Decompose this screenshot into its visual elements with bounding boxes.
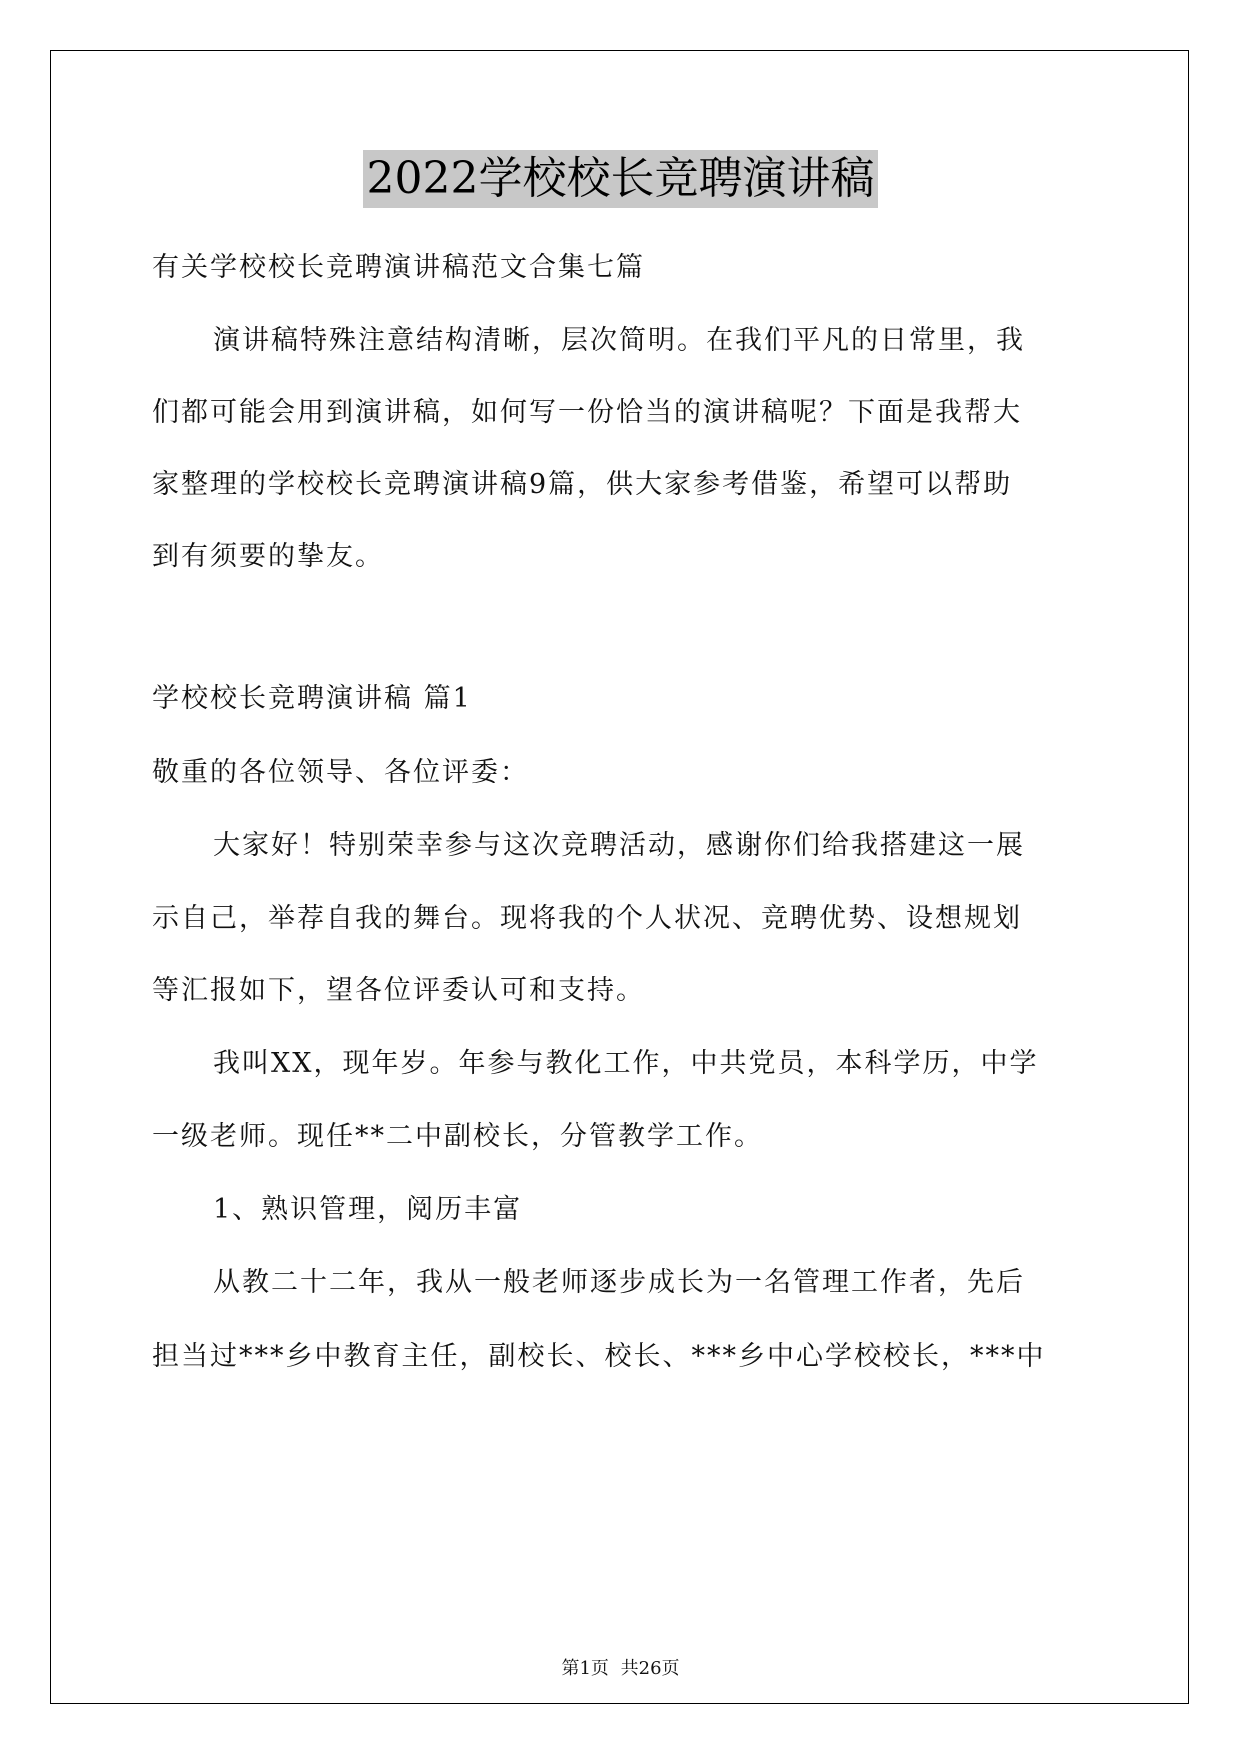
paragraph-line: 演讲稿特殊注意结构清晰，层次简明。在我们平凡的日常里，我 — [213, 325, 1025, 356]
paragraph-line: 到有须要的挚友。 — [152, 541, 384, 572]
document-title: 2022学校校长竞聘演讲稿 — [363, 150, 879, 208]
paragraph-line: 等汇报如下，望各位评委认可和支持。 — [152, 975, 645, 1006]
title-container — [0, 150, 1241, 208]
subtitle-line: 有关学校校长竞聘演讲稿范文合集七篇 — [152, 252, 645, 283]
numbered-heading: 1、熟识管理，阅历丰富 — [213, 1194, 523, 1225]
page-border — [50, 50, 1189, 1704]
paragraph-line: 大家好！特别荣幸参与这次竞聘活动，感谢你们给我搭建这一展 — [213, 830, 1025, 861]
page-number: 第1页 — [561, 1658, 609, 1679]
paragraph-line: 从教二十二年，我从一般老师逐步成长为一名管理工作者，先后 — [213, 1267, 1025, 1298]
paragraph-line: 一级老师。现任**二中副校长，分管教学工作。 — [152, 1121, 763, 1152]
total-pages: 共26页 — [620, 1658, 680, 1679]
paragraph-line: 示自己，举荐自我的舞台。现将我的个人状况、竞聘优势、设想规划 — [152, 903, 1022, 934]
page-footer — [0, 1654, 1241, 1680]
paragraph-line: 我叫XX，现年岁。年参与教化工作，中共党员，本科学历，中学 — [213, 1048, 1039, 1079]
section-heading: 学校校长竞聘演讲稿 篇1 — [152, 683, 472, 714]
paragraph-line: 担当过***乡中教育主任，副校长、校长、***乡中心学校校长，***中 — [152, 1341, 1046, 1372]
paragraph-line: 们都可能会用到演讲稿，如何写一份恰当的演讲稿呢？下面是我帮大 — [152, 397, 1022, 428]
paragraph-line: 家整理的学校校长竞聘演讲稿9篇，供大家参考借鉴，希望可以帮助 — [152, 469, 1013, 500]
salutation-line: 敬重的各位领导、各位评委： — [152, 757, 529, 788]
